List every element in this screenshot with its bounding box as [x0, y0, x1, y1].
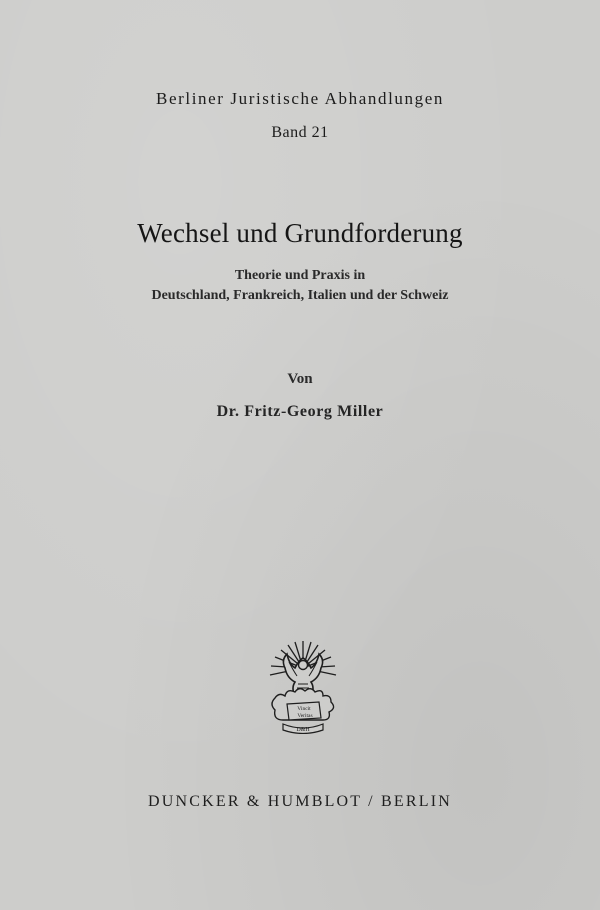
volume-number: Band 21 — [271, 124, 329, 141]
eagle-emblem-icon — [265, 638, 341, 734]
book-subtitle-line-2: Deutschland, Frankreich, Italien und der Schweiz — [151, 288, 449, 303]
author-prefix: Von — [287, 371, 313, 387]
book-title: Wechsel und Grundforderung — [137, 218, 463, 248]
publisher-imprint: DUNCKER & HUMBLOT / BERLIN — [147, 793, 453, 810]
emblem-motto-line: Vincit — [297, 706, 311, 712]
svg-text:D&H: D&H — [296, 727, 310, 733]
svg-text:Veritas: Veritas — [297, 713, 313, 719]
book-subtitle-line-1: Theorie und Praxis in — [234, 268, 366, 283]
author-name: Dr. Fritz-Georg Miller — [216, 403, 384, 420]
series-title: Berliner Juristische Abhandlungen — [156, 89, 444, 108]
